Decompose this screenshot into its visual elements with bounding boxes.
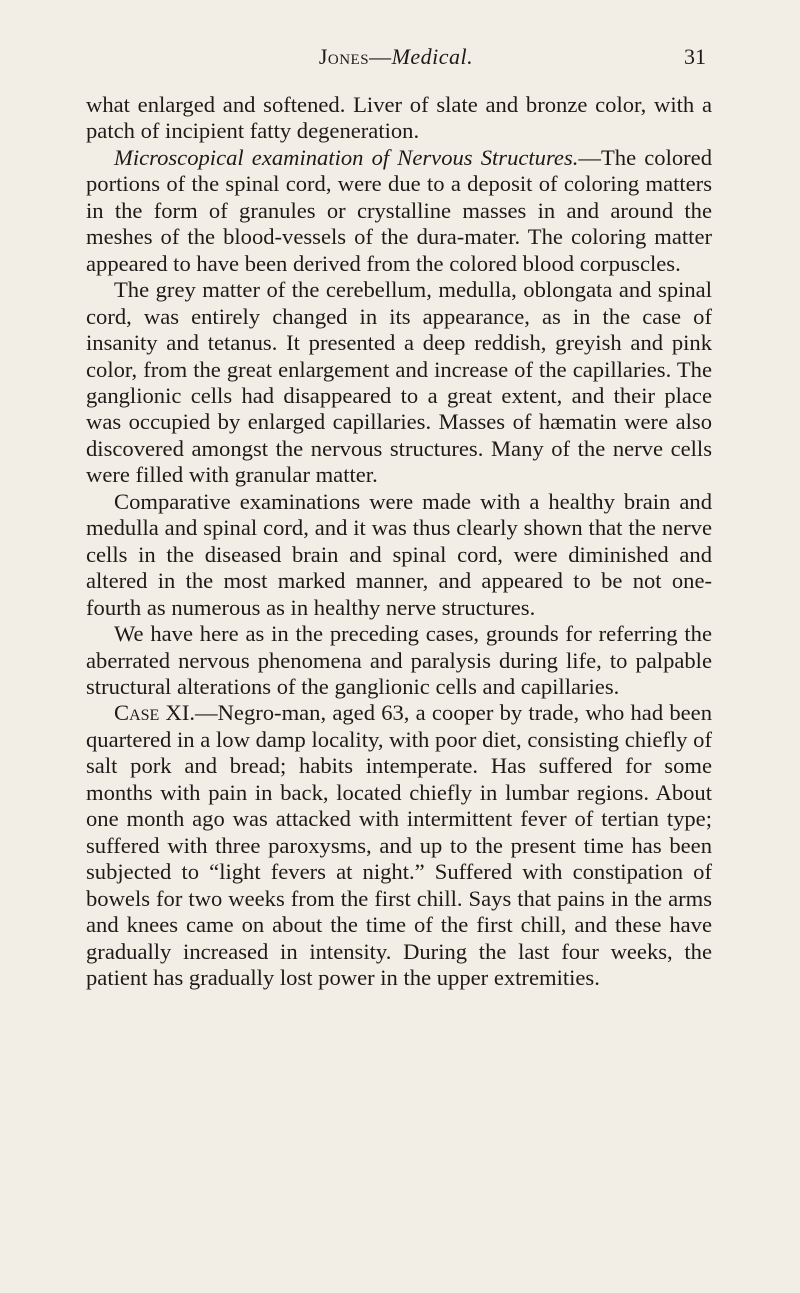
paragraph-text: —Negro-man, aged 63, a cooper by trade, who had been quartered in a low damp locality, with poor diet, consisting chiefly of salt pork and bread; habits intemperate. Has suffered for some months with pain in back, located chiefly in lumbar regions. About one month ago was attacked with intermittent fever of tertian type; suffered with three paroxysms, and up to the present time has been subjected to “light fevers at night.” Suffered with constipation of bowels for two weeks from the first chill. Says that pains in the arms and knees came on about the time of the first chill, and these have gradually increased in intensity. During the last four weeks, the patient has gradually lost power in the upper extremities. (86, 700, 712, 990)
running-head-separator: — (369, 44, 392, 69)
paragraph-grey-matter (86, 277, 712, 489)
paragraph-continuation (86, 92, 712, 145)
page-number: 31 (684, 44, 706, 69)
running-head-author: Jones (318, 44, 370, 69)
paragraph-text: The grey matter of the cerebellum, medulla, oblongata and spinal cord, was entirely changed in its appearance, as in the case of insanity and tetanus. It presented a deep reddish, greyish and pink color, from the great enlargement and increase of the capillaries. The ganglionic cells had disappeared to a great extent, and their place was occupied by enlarged capillaries. Masses of hæmatin were also discovered amongst the nervous structures. Many of the nerve cells were filled with granular matter. (86, 277, 712, 488)
paragraph-conclusion (86, 621, 712, 700)
paragraph-text: —The colored portions of the spinal cord, were due to a deposit of coloring matters in the form of granules or crystalline masses in and around the meshes of the blood-vessels of the dura-mater. The coloring matter appeared to have been derived from the colored blood corpuscles. (86, 144, 712, 276)
paragraph-text: what enlarged and softened. Liver of slate and bronze color, with a patch of incipient fatty degeneration. (86, 92, 712, 144)
body-text (86, 92, 712, 991)
section-heading: Microscopical examination of Nervous Structures. (114, 144, 579, 170)
paragraph-text: We have here as in the preceding cases, grounds for referring the aberrated nervous phenomena and paralysis during life, to palpable structural alterations of the ganglionic cells and capillaries. (86, 621, 712, 699)
running-head-subject: Medical. (391, 44, 474, 69)
page-header (86, 44, 706, 78)
paragraph-text: Comparative examinations were made with a healthy brain and medulla and spinal cord, and it was thus clearly shown that the nerve cells in the diseased brain and spinal cord, were diminished and altered in the most marked manner, and appeared to be not one-fourth as numerous as in healthy nerve structures. (86, 488, 712, 620)
paragraph-comparative (86, 489, 712, 621)
paragraph-case-xi (86, 700, 712, 991)
case-label: Case XI. (114, 700, 195, 726)
running-head (86, 44, 706, 70)
paragraph-microscopical (86, 145, 712, 277)
